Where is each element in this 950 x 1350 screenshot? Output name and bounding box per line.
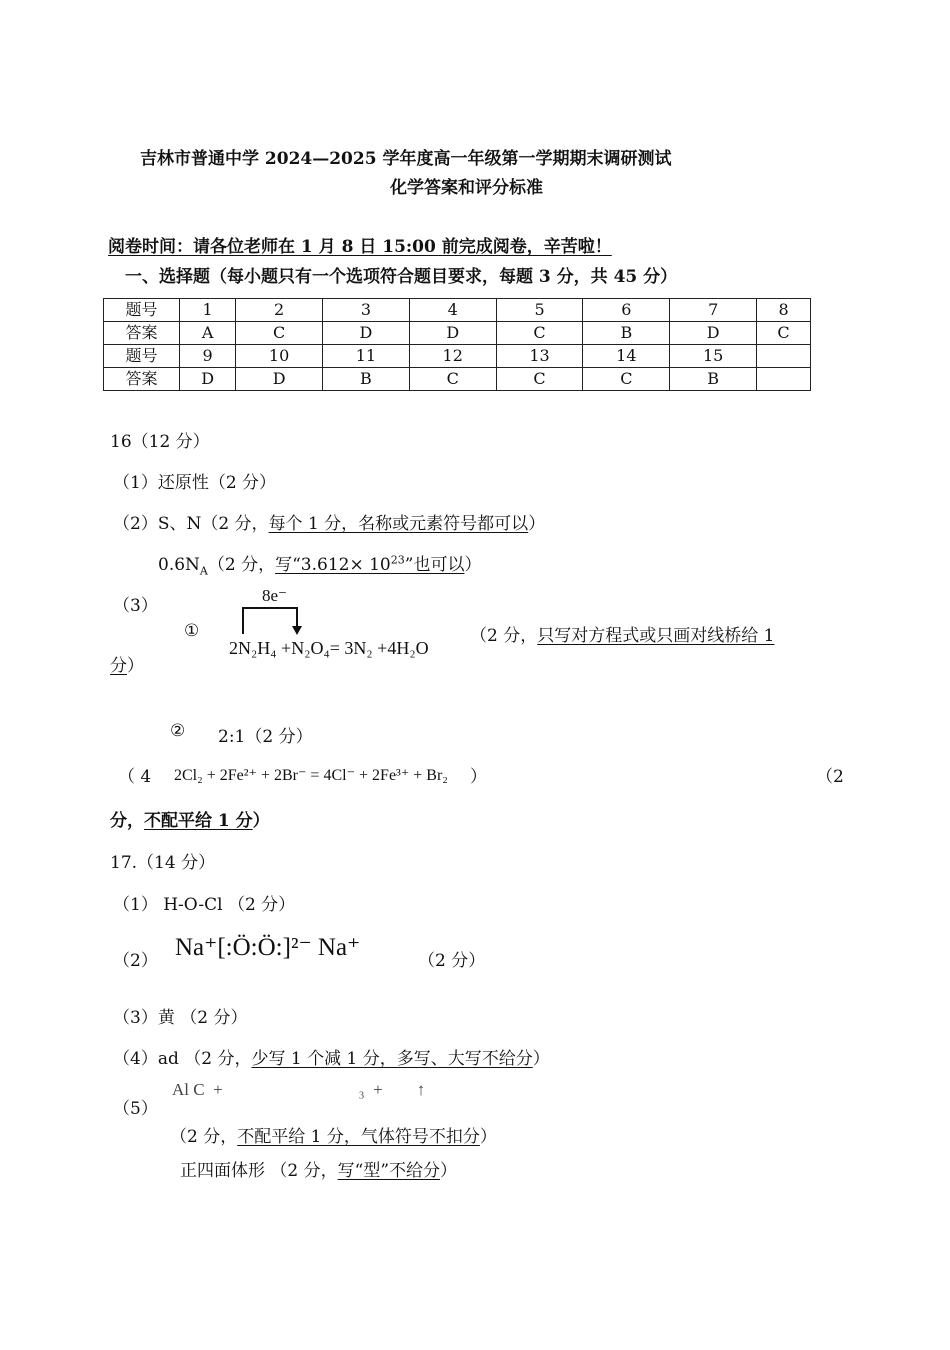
q16-part3-note-text: 只写对方程式或只画对线桥给 1 xyxy=(537,626,775,646)
q16-part2b-note-b: ”也可以 xyxy=(404,555,465,575)
answer-table-row-header: 题号 xyxy=(104,299,180,322)
answer-table-row xyxy=(104,345,811,368)
answer-table-cell: D xyxy=(180,368,236,391)
q16-part3-circle1: ① xyxy=(184,621,200,641)
q16-part4-close: ） xyxy=(470,767,487,787)
answer-table-cell: C xyxy=(496,368,583,391)
answer-table-cell: 3 xyxy=(323,299,410,322)
q17-part4-note: 少写 1 个减 1 分，多写、大写不给分 xyxy=(251,1049,533,1069)
q16-part2-note: 每个 1 分，名称或元素符号都可以 xyxy=(268,514,529,534)
q16-part4-note-text: 不配平给 1 分 xyxy=(144,811,253,831)
answer-table-cell: 13 xyxy=(496,345,583,368)
q17-equation-fragment: Al C + ₃ + ↑ xyxy=(172,1080,426,1099)
q16-part4-score: （2 xyxy=(816,767,844,787)
answer-table-cell: B xyxy=(583,322,670,345)
q17-part5b-note: 写“型”不给分 xyxy=(337,1161,441,1181)
answer-table-cell: 15 xyxy=(670,345,757,368)
answer-table-cell: C xyxy=(757,322,811,345)
q17-part5-note xyxy=(170,1122,497,1147)
answer-table-row xyxy=(104,299,811,322)
q17-part5-note-prefix: （2 分， xyxy=(170,1127,238,1147)
q17-part1: （1） H-O-Cl （2 分） xyxy=(113,895,296,915)
q16-part2b-suffix: ） xyxy=(464,555,482,575)
q16-part3-note-cont-text: 分 xyxy=(110,656,127,676)
q16-part2-suffix: ） xyxy=(528,514,546,534)
q16-part2b-sub: A xyxy=(199,564,208,578)
q16-equation-1: 2N₂H₄ +N₂O₄= 3N₂ +4H₂O xyxy=(229,638,429,658)
answer-table-cell: 10 xyxy=(236,345,323,368)
q16-part3-label: （3） xyxy=(113,596,158,616)
q17-part4-suffix: ） xyxy=(532,1049,550,1069)
q16-part3-note xyxy=(470,621,774,646)
answer-table-row-header: 答案 xyxy=(104,322,180,345)
answer-table-cell: D xyxy=(409,322,496,345)
q16-part2b-value: 0.6N xyxy=(158,555,200,575)
answer-table-cell: D xyxy=(323,322,410,345)
q16-part4-note-suffix: ） xyxy=(252,811,270,831)
answer-table-cell: 2 xyxy=(236,299,323,322)
answer-table-cell: D xyxy=(670,322,757,345)
section1-heading: 一、选择题（每小题只有一个选项符合题目要求，每题 3 分，共 45 分） xyxy=(125,267,678,287)
q17-part2-label: （2） xyxy=(113,951,158,971)
answer-table-cell: B xyxy=(323,368,410,391)
bridge-line xyxy=(243,608,297,634)
answer-table-cell: A xyxy=(180,322,236,345)
answer-table-cell: C xyxy=(496,322,583,345)
q17-part5b-prefix: 正四面体形 （2 分， xyxy=(180,1161,338,1181)
q16-part2-prefix: （2）S、N（2 分， xyxy=(113,514,269,534)
q17-heading: 17.（14 分） xyxy=(110,853,216,873)
q17-part5-note-text: 不配平给 1 分，气体符号不扣分 xyxy=(237,1127,480,1147)
q17-part4-prefix: （4）ad （2 分， xyxy=(113,1049,252,1069)
answer-table-cell: C xyxy=(583,368,670,391)
answer-table-cell: 12 xyxy=(409,345,496,368)
q16-part3-note-prefix: （2 分， xyxy=(470,626,538,646)
answer-table-cell: C xyxy=(236,322,323,345)
q16-part1: （1）还原性（2 分） xyxy=(113,473,277,493)
answer-table-cell xyxy=(757,345,811,368)
q17-part3: （3）黄 （2 分） xyxy=(113,1008,248,1028)
answer-table-cell: 5 xyxy=(496,299,583,322)
answer-table-cell: 1 xyxy=(180,299,236,322)
q17-part4 xyxy=(113,1044,550,1069)
q16-part2b-note-a: 写“3.612× 10 xyxy=(275,555,391,575)
page-subtitle: 化学答案和评分标准 xyxy=(390,178,543,198)
q16-part3-circle2: ② xyxy=(170,721,186,741)
answer-table-cell: 8 xyxy=(757,299,811,322)
answer-table-cell: B xyxy=(670,368,757,391)
answer-table-row-header: 题号 xyxy=(104,345,180,368)
q16-part2 xyxy=(113,509,545,534)
q16-part2b-mid: （2 分， xyxy=(207,555,276,575)
q16-part3-note-cont xyxy=(110,651,144,676)
grading-notice xyxy=(108,232,612,257)
q17-part5b xyxy=(180,1156,457,1181)
q17-part5-note-suffix: ） xyxy=(479,1127,497,1147)
q17-part5-label: （5） xyxy=(113,1099,158,1119)
q16-heading: 16（12 分） xyxy=(110,432,210,452)
q17-part5b-suffix: ） xyxy=(440,1161,458,1181)
bridge-arrowhead xyxy=(292,626,302,635)
answer-table-cell: 11 xyxy=(323,345,410,368)
answer-table xyxy=(103,298,811,391)
q16-part4-note xyxy=(110,806,270,831)
answer-table-row xyxy=(104,368,811,391)
q16-part4-label: （ 4 xyxy=(118,767,152,787)
q16-equation-2: 2Cl₂ + 2Fe²⁺ + 2Br⁻ = 4Cl⁻ + 2Fe³⁺ + Br₂ xyxy=(174,767,448,784)
q16-part4-note-prefix: 分， xyxy=(110,811,144,831)
electron-count: 8e⁻ xyxy=(262,586,288,605)
q16-part3-ratio: 2:1（2 分） xyxy=(218,727,313,747)
answer-table-cell: C xyxy=(409,368,496,391)
answer-table-cell: 14 xyxy=(583,345,670,368)
grading-notice-text: 阅卷时间：请各位老师在 1 月 8 日 15:00 前完成阅卷，辛苦啦！ xyxy=(108,237,612,257)
answer-table-cell: 6 xyxy=(583,299,670,322)
q16-part2b xyxy=(158,550,481,577)
q16-part3-note-suffix: ） xyxy=(127,656,144,676)
answer-table-cell: 7 xyxy=(670,299,757,322)
answer-table-cell: D xyxy=(236,368,323,391)
answer-table-row xyxy=(104,322,811,345)
q17-electron-formula: Na⁺[:Ö:Ö:]²⁻ Na⁺ xyxy=(175,934,361,961)
q16-part2b-sup: 23 xyxy=(390,553,405,567)
answer-table-cell: 4 xyxy=(409,299,496,322)
page-title: 吉林市普通中学 2024—2025 学年度高一年级第一学期期末调研测试 xyxy=(140,149,672,169)
answer-table-cell xyxy=(757,368,811,391)
answer-table-row-header: 答案 xyxy=(104,368,180,391)
answer-table-cell: 9 xyxy=(180,345,236,368)
q17-part2-score: （2 分） xyxy=(418,951,486,971)
